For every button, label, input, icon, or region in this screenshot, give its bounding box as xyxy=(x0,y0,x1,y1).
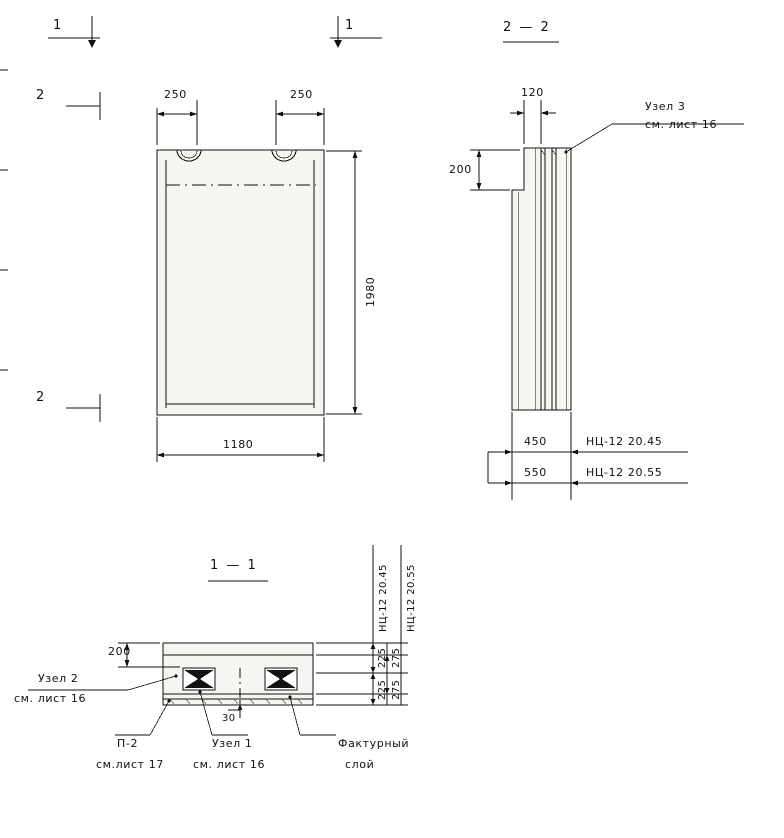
insert-left xyxy=(183,668,215,690)
dim-panel-height: 1980 xyxy=(364,276,377,307)
vertical-mark-45: НЦ-12 20.45 xyxy=(378,564,389,632)
dim-top-right-offset: 250 xyxy=(290,88,313,101)
dim-left-thickness: 200 xyxy=(108,645,131,658)
section-mark-label-2-upper: 2 xyxy=(36,88,47,103)
mark-nc-12-20-55: НЦ-12 20.55 xyxy=(586,466,663,479)
dim-30-label: 30 xyxy=(222,713,236,724)
elevation-panel xyxy=(157,150,324,415)
section-mark-label-1-right: 1 xyxy=(345,18,356,33)
section-2-2-title: 2 — 2 xyxy=(503,20,551,35)
dim-450-550 xyxy=(488,412,688,500)
mark-nc-12-20-45: НЦ-12 20.45 xyxy=(586,435,663,448)
callout-node-1-line2: см. лист 16 xyxy=(193,758,266,771)
dim-top-left-offset: 250 xyxy=(164,88,187,101)
callout-p-2-line2: см.лист 17 xyxy=(96,758,164,771)
dim-stack-right-2: 275 xyxy=(391,679,402,700)
section-mark-2-upper xyxy=(66,92,100,120)
callout-p-2-line1: П-2 xyxy=(117,737,139,750)
dim-top-thickness: 120 xyxy=(521,86,544,99)
dim-stack-right-1: 275 xyxy=(391,647,402,668)
callout-node-2-line1: Узел 2 xyxy=(38,672,79,685)
vertical-mark-55: НЦ-12 20.55 xyxy=(406,564,417,632)
section-mark-label-2-lower: 2 xyxy=(36,390,47,405)
dim-overall-550: 550 xyxy=(524,466,547,479)
section-mark-label-1-left: 1 xyxy=(53,18,64,33)
dim-notch-depth: 200 xyxy=(449,163,472,176)
insert-right xyxy=(265,668,297,690)
callout-node-3-line1: Узел 3 xyxy=(645,100,686,113)
section-mark-1-right xyxy=(330,16,382,48)
section-2-2-geometry xyxy=(470,42,744,500)
sheet-edge-ticks xyxy=(0,70,8,370)
section-1-1-title: 1 — 1 xyxy=(210,558,258,573)
elevation-top-dimensions xyxy=(157,100,324,145)
callout-texture-line1: Фактурный xyxy=(338,737,410,750)
callout-texture-line2: слой xyxy=(345,758,375,771)
dim-120 xyxy=(510,100,556,144)
dim-stack-left-1: 225 xyxy=(377,647,388,668)
dim-overall-450: 450 xyxy=(524,435,547,448)
elevation-height-dimension xyxy=(326,151,362,414)
callout-node-1-line1: Узел 1 xyxy=(212,737,253,750)
dim-stack-left-2: 225 xyxy=(377,679,388,700)
dim-200-notch xyxy=(470,150,520,190)
section-1-1-geometry xyxy=(28,545,408,735)
dim-panel-width: 1180 xyxy=(223,438,254,451)
callout-node-3-line2: см. лист 16 xyxy=(645,118,718,131)
section-mark-2-lower xyxy=(66,394,100,422)
callout-node-2-line2: см. лист 16 xyxy=(14,692,87,705)
